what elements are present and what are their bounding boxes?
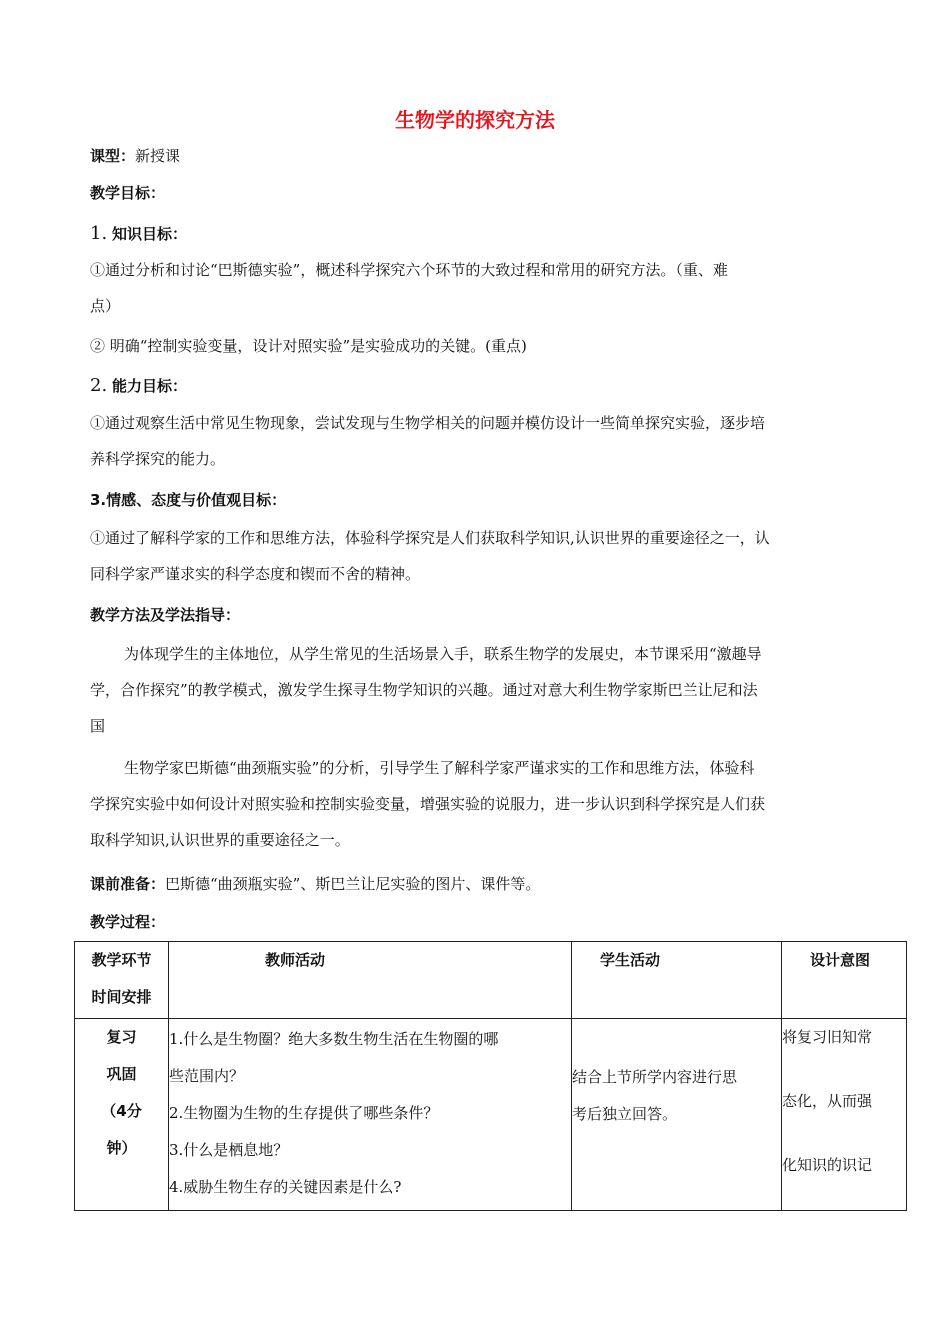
- design-intent-cell: [782, 1019, 907, 1211]
- text-line: 养科学探究的能力。: [90, 450, 226, 468]
- stage-text-line: 巩固: [106, 1065, 137, 1083]
- text-line: 学探究实验中如何设计对照实验和控制实验变量，增强实验的说服力，进一步认识到科学探究是人们获: [90, 795, 766, 813]
- ability-heading: 能力目标：: [111, 377, 187, 395]
- header-teacher-activity: 教师活动: [169, 942, 572, 1019]
- student-text-line: 结合上节所学内容进行思: [572, 1068, 738, 1086]
- process-heading: 教学过程：: [90, 913, 166, 931]
- teacher-text-line: 4.威胁生物生存的关键因素是什么?: [169, 1178, 402, 1196]
- text-line: ①通过分析和讨论“巴斯德实验”，概述科学探究六个环节的大致过程和常用的研究方法。（重、难: [90, 261, 728, 279]
- header-student-activity: 学生活动: [572, 942, 782, 1019]
- prep-label: 课前准备：: [90, 875, 166, 893]
- header-design-intent: 设计意图: [782, 942, 907, 1019]
- lesson-type-label: 课型：: [90, 147, 136, 165]
- table-row: [75, 1019, 907, 1211]
- header-text-line: 教学环节: [91, 951, 152, 969]
- lesson-type-value: 新授课: [135, 147, 181, 165]
- emotion-heading: 3.情感、态度与价值观目标：: [90, 491, 287, 509]
- lesson-type-line: [90, 146, 870, 166]
- prep-line: [90, 874, 870, 894]
- intent-text-line: 将复习旧知常: [782, 1028, 873, 1046]
- student-activity-cell: [572, 1019, 782, 1211]
- ability-number: 2.: [90, 375, 108, 396]
- process-table: [74, 941, 907, 1211]
- knowledge-heading-line: [90, 224, 870, 244]
- text-line: ①通过了解科学家的工作和思维方法，体验科学探究是人们获取科学知识,认识世界的重要途径之一，认: [90, 529, 770, 547]
- text-line: 国: [90, 717, 106, 735]
- text-line: 同科学家严谨求实的科学态度和锲而不舍的精神。: [90, 565, 421, 583]
- knowledge-item-1: [90, 260, 860, 332]
- knowledge-item-2: ② 明确“控制实验变量，设计对照实验”是实验成功的关键。(重点): [90, 337, 527, 355]
- teacher-activity-cell: [169, 1019, 572, 1211]
- goals-heading: 教学目标：: [90, 184, 166, 202]
- teacher-text-line: 2.生物圈为生物的生存提供了哪些条件？: [169, 1104, 439, 1122]
- text-line: 生物学家巴斯德“曲颈瓶实验”的分析，引导学生了解科学家严谨求实的工作和思维方法，体验科: [124, 759, 755, 777]
- teacher-text-line: 1.什么是生物圈？绝大多数生物生活在生物圈的哪: [169, 1030, 499, 1048]
- methods-paragraph-2: [90, 758, 860, 866]
- intent-text-line: 态化，从而强: [782, 1092, 873, 1110]
- table-header-row: [75, 942, 907, 1019]
- stage-text-line: 复习: [106, 1028, 137, 1046]
- page-title: 生物学的探究方法: [395, 108, 555, 132]
- methods-paragraph-1: [90, 644, 860, 752]
- text-line: ①通过观察生活中常见生物现象，尝试发现与生物学相关的问题并模仿设计一些简单探究实验，逐步培: [90, 414, 766, 432]
- knowledge-heading: 知识目标：: [111, 225, 187, 243]
- text-line: 学，合作探究”的教学模式，激发学生探寻生物学知识的兴趣。通过对意大利生物学家斯巴兰让尼和法: [90, 681, 758, 699]
- ability-heading-line: [90, 376, 870, 396]
- header-stage-time: [75, 942, 169, 1019]
- emotion-item-1: [90, 528, 860, 600]
- stage-cell: [75, 1019, 169, 1211]
- knowledge-number: 1.: [90, 223, 108, 244]
- student-text-line: 考后独立回答。: [572, 1105, 678, 1123]
- text-line: 取科学知识,认识世界的重要途径之一。: [90, 831, 350, 849]
- header-text-line: 时间安排: [91, 988, 152, 1006]
- teacher-text-line: 3.什么是栖息地？: [169, 1141, 289, 1159]
- prep-value: 巴斯德“曲颈瓶实验”、斯巴兰让尼实验的图片、课件等。: [165, 875, 541, 893]
- stage-text-line: 钟）: [106, 1139, 137, 1157]
- teacher-text-line: 些范围内？: [169, 1067, 245, 1085]
- intent-text-line: 化知识的识记: [782, 1156, 873, 1174]
- text-line: 点）: [90, 297, 121, 315]
- stage-text-line: （4分: [101, 1102, 142, 1120]
- ability-item-1: [90, 413, 860, 485]
- text-line: 为体现学生的主体地位，从学生常见的生活场景入手，联系生物学的发展史，本节课采用“激趣导: [124, 645, 762, 663]
- methods-heading: 教学方法及学法指导：: [90, 606, 241, 624]
